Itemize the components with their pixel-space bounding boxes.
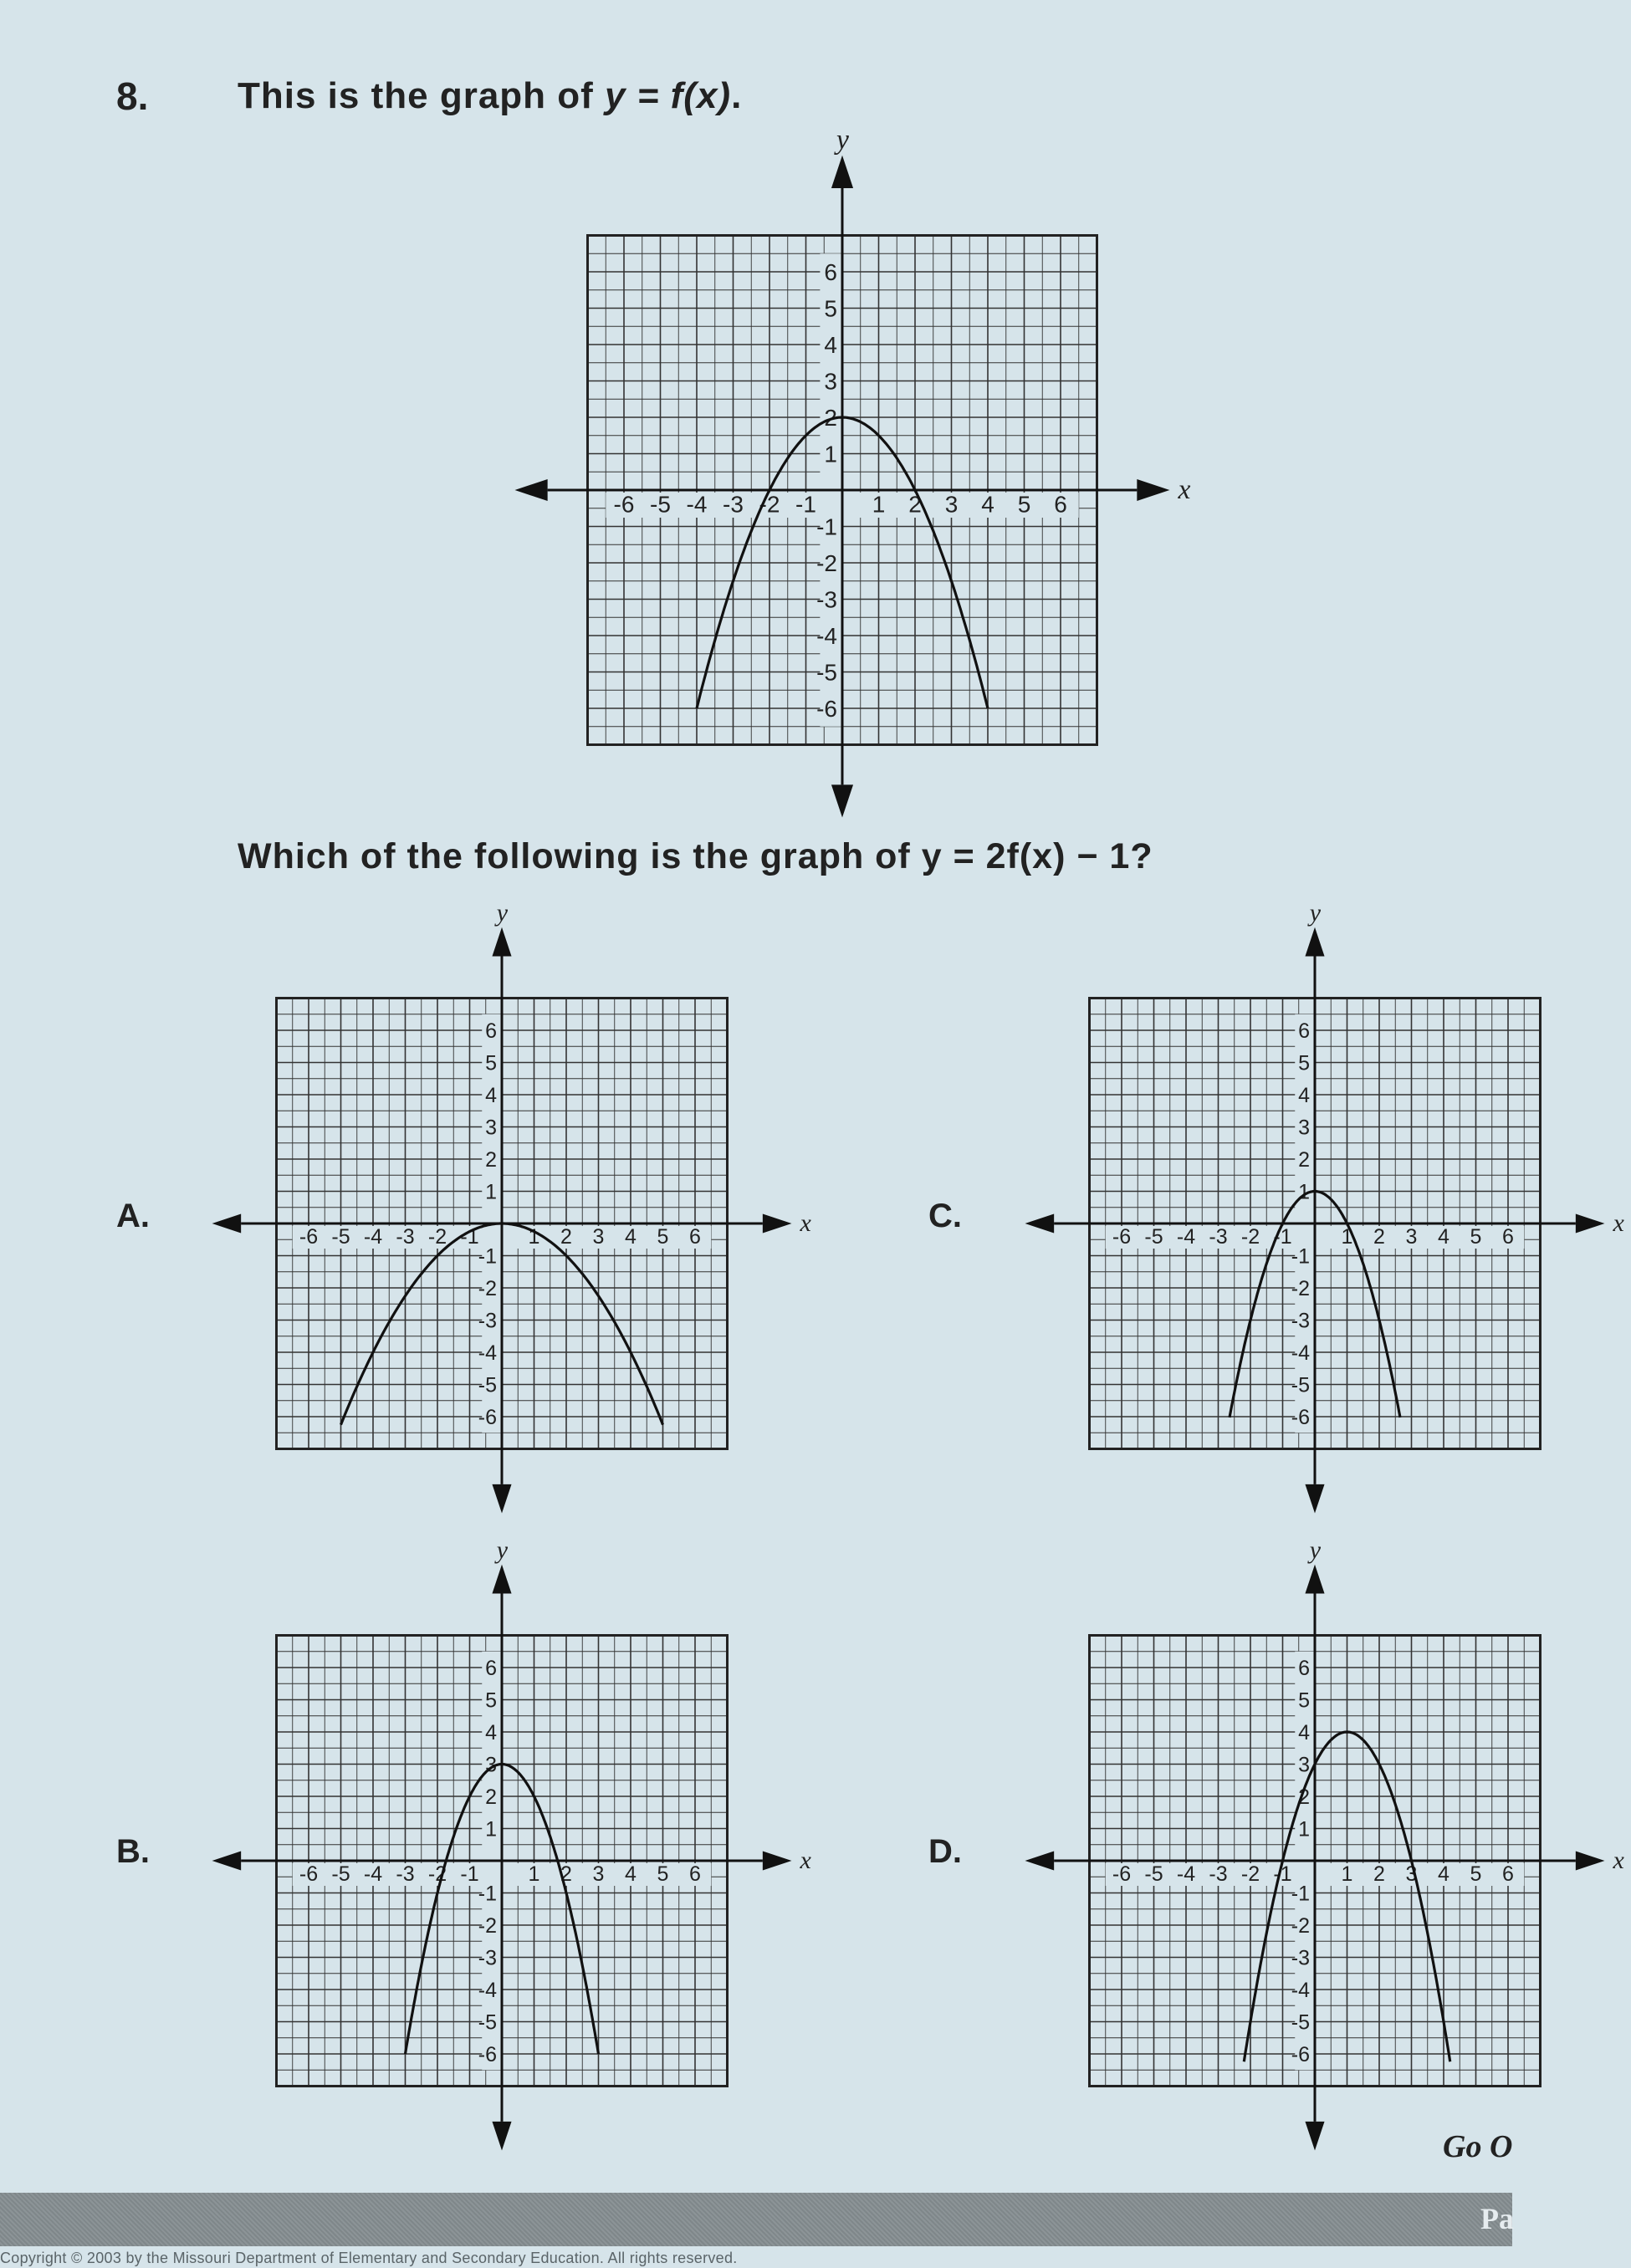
y-axis-name: y xyxy=(496,1535,509,1564)
y-tick-label: -4 xyxy=(1291,1341,1310,1365)
y-tick-label: -1 xyxy=(478,1882,497,1906)
x-tick-label: 3 xyxy=(944,491,959,518)
x-tick-label: -5 xyxy=(650,491,671,518)
y-arrow-up xyxy=(831,156,853,188)
y-tick-label: 4 xyxy=(1298,1084,1310,1107)
y-tick-label: 1 xyxy=(485,1817,497,1841)
y-tick-label: -5 xyxy=(1291,2010,1310,2035)
x-tick-label: -3 xyxy=(396,1862,415,1886)
copyright-text: Copyright © 2003 by the Missouri Department of Elementary and Secondary Education. All rights reserved. xyxy=(0,2250,738,2266)
x-tick-label: 1 xyxy=(528,1224,540,1249)
x-tick-label: -3 xyxy=(1209,1224,1228,1249)
y-tick-label: -1 xyxy=(1291,1882,1310,1906)
x-tick-label: 1 xyxy=(872,491,886,518)
y-tick-label: 5 xyxy=(1298,1051,1310,1075)
x-tick-label: -3 xyxy=(723,491,744,518)
x-tick-label: -4 xyxy=(1176,1862,1196,1886)
option-c-graph[interactable] xyxy=(1046,898,1631,1510)
x-tick-label: 3 xyxy=(1405,1224,1418,1249)
x-tick-label: 2 xyxy=(560,1224,572,1249)
x-tick-label: 6 xyxy=(689,1224,701,1249)
x-tick-label: 1 xyxy=(528,1862,540,1886)
y-tick-label: -6 xyxy=(1291,1406,1310,1429)
y-tick-label: -6 xyxy=(816,696,837,723)
y-tick-label: 2 xyxy=(1298,1785,1310,1809)
x-tick-label: 3 xyxy=(592,1224,605,1249)
y-tick-label: 5 xyxy=(824,295,837,322)
y-tick-label: -2 xyxy=(1291,1914,1310,1938)
x-tick-label: -1 xyxy=(795,491,816,518)
x-tick-label: 4 xyxy=(625,1862,637,1886)
y-tick-label: -2 xyxy=(478,1914,497,1938)
x-axis-name: x xyxy=(1178,473,1191,505)
x-tick-label: -5 xyxy=(331,1862,350,1886)
x-arrow-left xyxy=(515,479,548,501)
x-tick-label: 4 xyxy=(1438,1862,1449,1886)
x-tick-label: -6 xyxy=(1112,1862,1132,1886)
x-tick-label: 2 xyxy=(560,1862,572,1886)
y-tick-label: -3 xyxy=(478,1946,497,1970)
x-tick-label: 6 xyxy=(1054,491,1067,518)
y-tick-label: -4 xyxy=(478,1979,497,2002)
y-tick-label: 4 xyxy=(485,1084,497,1107)
y-tick-label: 6 xyxy=(1298,1019,1310,1043)
x-tick-label: 1 xyxy=(1341,1862,1353,1886)
x-tick-label: -1 xyxy=(460,1862,479,1886)
followup-question: Which of the following is the graph of y = 2f(x) − 1? xyxy=(238,836,1153,876)
x-tick-label: -6 xyxy=(613,491,635,518)
x-tick-label: -6 xyxy=(299,1224,319,1249)
x-tick-label: -6 xyxy=(299,1862,319,1886)
x-axis-name: x xyxy=(1613,1208,1624,1237)
x-tick-label: -3 xyxy=(1209,1862,1228,1886)
y-tick-label: 1 xyxy=(1298,1817,1310,1841)
y-tick-label: -4 xyxy=(478,1341,497,1365)
go-on-text: Go O xyxy=(1443,2129,1513,2164)
y-tick-label: -6 xyxy=(1291,2043,1310,2066)
x-tick-label: 6 xyxy=(1502,1862,1514,1886)
x-arrow-right xyxy=(763,1851,792,1870)
x-tick-label: -2 xyxy=(427,1862,447,1886)
x-axis-name: x xyxy=(1613,1846,1624,1874)
y-axis-name: y xyxy=(836,124,849,156)
x-tick-label: -2 xyxy=(427,1224,447,1249)
option-b-graph[interactable] xyxy=(233,1535,818,2148)
y-tick-label: -1 xyxy=(816,513,837,540)
x-arrow-right xyxy=(1576,1851,1605,1870)
y-arrow-down xyxy=(831,784,853,817)
y-tick-label: 1 xyxy=(1298,1180,1310,1204)
y-tick-label: 4 xyxy=(824,332,837,359)
y-tick-label: -3 xyxy=(1291,1309,1310,1333)
y-tick-label: -2 xyxy=(478,1277,497,1300)
x-tick-label: -4 xyxy=(1176,1224,1196,1249)
y-tick-label: 2 xyxy=(1298,1148,1310,1172)
y-tick-label: -6 xyxy=(478,1406,497,1429)
y-arrow-down xyxy=(492,2122,511,2151)
y-axis-name: y xyxy=(496,898,509,927)
y-arrow-down xyxy=(1305,1484,1324,1514)
prompt-function: y = f(x) xyxy=(605,75,732,116)
x-tick-label: -2 xyxy=(1240,1224,1260,1249)
y-tick-label: 6 xyxy=(485,1657,497,1680)
main-graph xyxy=(535,124,1191,794)
option-label-a[interactable]: A. xyxy=(116,1198,150,1234)
y-tick-label: -4 xyxy=(816,623,837,650)
x-tick-label: -1 xyxy=(1273,1862,1292,1886)
x-tick-label: -2 xyxy=(759,491,780,518)
y-tick-label: -1 xyxy=(478,1244,497,1269)
x-tick-label: 6 xyxy=(689,1862,701,1886)
y-tick-label: 5 xyxy=(485,1051,497,1075)
prompt-prefix: This is the graph of xyxy=(238,75,606,116)
question-prompt xyxy=(238,75,742,117)
y-arrow-up xyxy=(1305,927,1324,957)
y-tick-label: 5 xyxy=(1298,1688,1310,1713)
y-tick-label: -3 xyxy=(816,586,837,613)
y-axis-name: y xyxy=(1309,898,1322,927)
y-arrow-up xyxy=(1305,1565,1324,1594)
option-label-b[interactable]: B. xyxy=(116,1833,150,1870)
x-tick-label: 5 xyxy=(1017,491,1031,518)
y-axis-name: y xyxy=(1309,1535,1322,1564)
x-tick-label: -1 xyxy=(1273,1224,1292,1249)
y-tick-label: 3 xyxy=(485,1753,497,1777)
x-arrow-left xyxy=(1025,1851,1055,1870)
x-tick-label: 4 xyxy=(625,1224,637,1249)
y-tick-label: 4 xyxy=(1298,1721,1310,1744)
y-tick-label: 1 xyxy=(824,441,837,467)
x-tick-label: 4 xyxy=(981,491,994,518)
x-arrow-right xyxy=(1137,479,1169,501)
footer-bar xyxy=(0,2193,1512,2246)
x-arrow-left xyxy=(212,1213,242,1233)
y-tick-label: 2 xyxy=(485,1785,497,1809)
x-tick-label: 6 xyxy=(1502,1224,1514,1249)
option-label-c[interactable]: C. xyxy=(928,1198,962,1234)
y-tick-label: -2 xyxy=(816,550,837,577)
x-tick-label: 2 xyxy=(1373,1862,1385,1886)
y-tick-label: 6 xyxy=(485,1019,497,1043)
y-tick-label: 3 xyxy=(824,368,837,395)
x-tick-label: -2 xyxy=(1240,1862,1260,1886)
question-number: 8. xyxy=(116,74,149,118)
y-tick-label: -2 xyxy=(1291,1277,1310,1300)
y-tick-label: -5 xyxy=(816,659,837,686)
x-tick-label: 2 xyxy=(908,491,922,518)
x-tick-label: 3 xyxy=(1405,1862,1418,1886)
y-tick-label: -1 xyxy=(1291,1244,1310,1269)
x-tick-label: -4 xyxy=(363,1862,383,1886)
x-tick-label: -4 xyxy=(363,1224,383,1249)
y-tick-label: 3 xyxy=(485,1116,497,1140)
x-arrow-left xyxy=(1025,1213,1055,1233)
x-tick-label: 5 xyxy=(657,1862,669,1886)
x-axis-name: x xyxy=(800,1208,811,1237)
x-tick-label: -1 xyxy=(460,1224,479,1249)
option-label-d[interactable]: D. xyxy=(928,1833,962,1870)
y-arrow-down xyxy=(492,1484,511,1514)
y-tick-label: -5 xyxy=(478,2010,497,2035)
y-tick-label: 5 xyxy=(485,1688,497,1713)
y-tick-label: -5 xyxy=(1291,1373,1310,1397)
y-tick-label: 3 xyxy=(1298,1116,1310,1140)
x-arrow-right xyxy=(763,1213,792,1233)
y-arrow-down xyxy=(1305,2122,1324,2151)
y-tick-label: 3 xyxy=(1298,1753,1310,1777)
x-tick-label: 5 xyxy=(1470,1224,1482,1249)
y-tick-label: -4 xyxy=(1291,1979,1310,2002)
x-tick-label: 3 xyxy=(592,1862,605,1886)
x-tick-label: -5 xyxy=(331,1224,350,1249)
y-tick-label: 2 xyxy=(824,405,837,432)
y-tick-label: -3 xyxy=(478,1309,497,1333)
x-tick-label: 5 xyxy=(657,1224,669,1249)
x-tick-label: -6 xyxy=(1112,1224,1132,1249)
x-tick-label: 5 xyxy=(1470,1862,1482,1886)
y-tick-label: 6 xyxy=(824,259,837,286)
y-tick-label: 2 xyxy=(485,1148,497,1172)
option-d-graph[interactable] xyxy=(1046,1535,1631,2148)
y-tick-label: 1 xyxy=(485,1180,497,1204)
page-label: Pa xyxy=(1480,2202,1514,2235)
x-tick-label: 4 xyxy=(1438,1224,1449,1249)
x-axis-name: x xyxy=(800,1846,811,1874)
y-tick-label: 4 xyxy=(485,1721,497,1744)
y-arrow-up xyxy=(492,927,511,957)
option-a-graph[interactable] xyxy=(233,898,818,1510)
y-tick-label: 6 xyxy=(1298,1657,1310,1680)
x-tick-label: -5 xyxy=(1144,1862,1163,1886)
x-tick-label: -3 xyxy=(396,1224,415,1249)
x-arrow-left xyxy=(212,1851,242,1870)
y-tick-label: -6 xyxy=(478,2043,497,2066)
y-tick-label: -3 xyxy=(1291,1946,1310,1970)
y-arrow-up xyxy=(492,1565,511,1594)
x-tick-label: 1 xyxy=(1341,1224,1353,1249)
x-tick-label: 2 xyxy=(1373,1224,1385,1249)
prompt-suffix: . xyxy=(731,75,743,116)
x-arrow-right xyxy=(1576,1213,1605,1233)
x-tick-label: -4 xyxy=(686,491,708,518)
y-tick-label: -5 xyxy=(478,1373,497,1397)
x-tick-label: -5 xyxy=(1144,1224,1163,1249)
